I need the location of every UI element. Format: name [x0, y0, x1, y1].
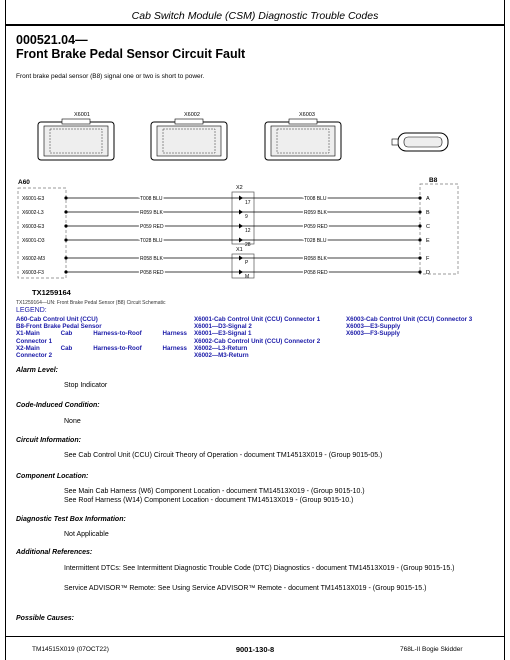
sensor-pin-label: A [426, 196, 430, 202]
pin-dot [418, 210, 421, 213]
component-location-line-1: See Main Cab Harness (W6) Component Location - document TM14513X019 - (Group 9015-10.) [64, 488, 365, 495]
sensor-pin-label: D [426, 270, 430, 276]
legend-column-1 [16, 316, 187, 359]
legend-item: X6002—M3-Return [194, 352, 249, 360]
wire-label: T028 BLU [304, 238, 327, 244]
legend-word: Harness-to-Roof [93, 330, 142, 338]
pin-dot [64, 256, 67, 259]
page-border-left [5, 0, 6, 660]
wire-label: P058 RED [140, 270, 164, 276]
sensor-pin-label: C [426, 224, 430, 230]
pin-label: X6002-L3 [22, 210, 44, 216]
connector-arrow [239, 256, 243, 261]
connector-arrow [239, 224, 243, 229]
code-induced-heading: Code-Induced Condition: [16, 402, 100, 409]
junction-pin-label: M [245, 274, 250, 280]
connector-arrow [239, 238, 243, 243]
legend-item: B8-Front Brake Pedal Sensor [16, 323, 102, 331]
legend-word: Harness [162, 330, 187, 338]
legend-title: LEGEND: [16, 307, 47, 314]
pin-dot [64, 224, 67, 227]
legend-item: X6001—D3-Signal 2 [194, 323, 252, 331]
legend-item: X6002-Cab Control Unit (CCU) Connector 2 [194, 337, 321, 345]
junction-pin-label: 9 [245, 214, 248, 220]
legend-item: X6001-Cab Control Unit (CCU) Connector 1 [194, 316, 321, 323]
legend-item: X6003—E3-Supply [346, 323, 401, 331]
component-location-heading: Component Location: [16, 473, 89, 480]
legend-item: X6001—E3-Signal 1 [194, 330, 252, 338]
legend-column-2 [194, 316, 320, 359]
page-header-title: Cab Switch Module (CSM) Diagnostic Trouble Codes [131, 10, 379, 22]
wire-label: R059 BLK [140, 210, 163, 216]
alarm-level-value: Stop Indicator [64, 382, 108, 389]
legend-item: Connector 1 [16, 337, 53, 345]
footer-document-id: TM14515X019 (07OCT22) [32, 646, 109, 653]
sensor-pin-label: B [426, 210, 430, 216]
wire-label: T028 BLU [140, 238, 163, 244]
test-box-value: Not Applicable [64, 531, 109, 538]
legend-word: Harness-to-Roof [93, 344, 142, 352]
connector-x6003-label: X6003 [299, 112, 315, 118]
wire-label: P058 RED [304, 270, 328, 276]
wire-layer [22, 196, 430, 281]
pin-label: X6003-F3 [22, 270, 44, 276]
connector-x6002-label: X6002 [184, 112, 200, 118]
wire-label: T008 BLU [140, 196, 163, 202]
sensor-pin-label: E [426, 238, 430, 244]
dtc-code: 000521.04— [16, 33, 88, 47]
pin-label: X6002-M3 [22, 256, 46, 262]
pin-dot [418, 270, 421, 273]
legend-item: X6003-Cab Control Unit (CCU) Connector 3 [346, 316, 473, 323]
page-border-right [504, 0, 505, 660]
legend-item: X6003—F3-Supply [346, 330, 400, 338]
wire-label: P059 RED [304, 224, 328, 230]
figure-caption: TX1259164—UN: Front Brake Pedal Sensor (B8) Circuit Schematic [16, 300, 166, 306]
footer-machine-name: 768L-II Bogie Skidder [400, 646, 463, 653]
legend-word: Cab [60, 344, 73, 352]
legend-word: X1-Main [16, 330, 40, 338]
circuit-info-text: See Cab Control Unit (CCU) Circuit Theory of Operation - document TM14513X019 - (Group 9015-05.) [64, 452, 383, 459]
x2-label: X2 [236, 185, 243, 191]
connector-x6003-drawing [265, 112, 341, 160]
pin-dot [418, 224, 421, 227]
test-box-heading: Diagnostic Test Box Information: [16, 516, 126, 523]
footer-page-number: 9001-130-8 [235, 645, 275, 654]
pin-dot [64, 270, 67, 273]
legend-item: A60-Cab Control Unit (CCU) [16, 316, 98, 323]
alarm-level-heading: Alarm Level: [16, 367, 59, 374]
pin-dot [418, 238, 421, 241]
legend-word: X2-Main [16, 344, 40, 352]
additional-references-line-2: Service ADVISOR™ Remote: See Using Service ADVISOR™ Remote - document TM14513X019 - (Group 9015-15.) [64, 585, 427, 592]
pin-dot [64, 238, 67, 241]
sensor-connector-drawing [392, 133, 448, 151]
code-induced-value: None [64, 418, 81, 425]
pin-label: X6001-D3 [22, 238, 45, 244]
x1-label: X1 [236, 247, 243, 253]
connector-arrow [239, 196, 243, 201]
pin-label: X6001-E3 [22, 196, 45, 202]
junction-pin-label: 28 [245, 242, 251, 248]
legend-column-3 [346, 316, 472, 338]
b8-label: B8 [429, 177, 438, 184]
additional-references-line-1: Intermittent DTCs: See Intermittent Diagnostic Trouble Code (DTC) Diagnostics - document TM14513X019 - (Group 9015-15.) [64, 565, 455, 572]
a60-label: A60 [18, 179, 30, 186]
pin-dot [418, 256, 421, 259]
wire-label: R058 BLK [304, 256, 327, 262]
connector-x6001-drawing [38, 112, 114, 160]
pin-dot [64, 210, 67, 213]
legend-item [16, 330, 187, 337]
connector-arrow [239, 270, 243, 275]
legend-item: X6002—L3-Return [194, 344, 248, 352]
dtc-description: Front brake pedal sensor (B8) signal one or two is short to power. [16, 73, 205, 80]
connector-x6001-label: X6001 [74, 112, 90, 118]
x2-connector-outline [232, 192, 254, 244]
junction-pin-label: P [245, 260, 249, 266]
wire-label: R058 BLK [140, 256, 163, 262]
wire-label: P059 RED [140, 224, 164, 230]
circuit-info-heading: Circuit Information: [16, 437, 81, 444]
pin-dot [64, 196, 67, 199]
figure-id: TX1259164 [32, 288, 71, 297]
connector-arrow [239, 210, 243, 215]
legend-item [16, 345, 187, 352]
additional-references-heading: Additional References: [16, 549, 93, 556]
dtc-name: Front Brake Pedal Sensor Circuit Fault [16, 47, 246, 61]
legend-word: Cab [60, 330, 73, 338]
legend-item: Connector 2 [16, 352, 53, 360]
pin-label: X6003-E3 [22, 224, 45, 230]
circuit-schematic [14, 108, 474, 288]
wire-label: R059 BLK [304, 210, 327, 216]
possible-causes-heading: Possible Causes: [16, 615, 74, 622]
legend-word: Harness [162, 344, 187, 352]
connector-x6002-drawing [151, 112, 227, 160]
wire-label: T008 BLU [304, 196, 327, 202]
footer-rule [5, 636, 505, 637]
junction-pin-label: 17 [245, 200, 251, 206]
component-location-line-2: See Roof Harness (W14) Component Location - document TM14513X019 - (Group 9015-10.) [64, 497, 354, 504]
pin-dot [418, 196, 421, 199]
junction-pin-label: 12 [245, 228, 251, 234]
sensor-pin-label: F [426, 256, 430, 262]
header-rule [5, 24, 505, 26]
